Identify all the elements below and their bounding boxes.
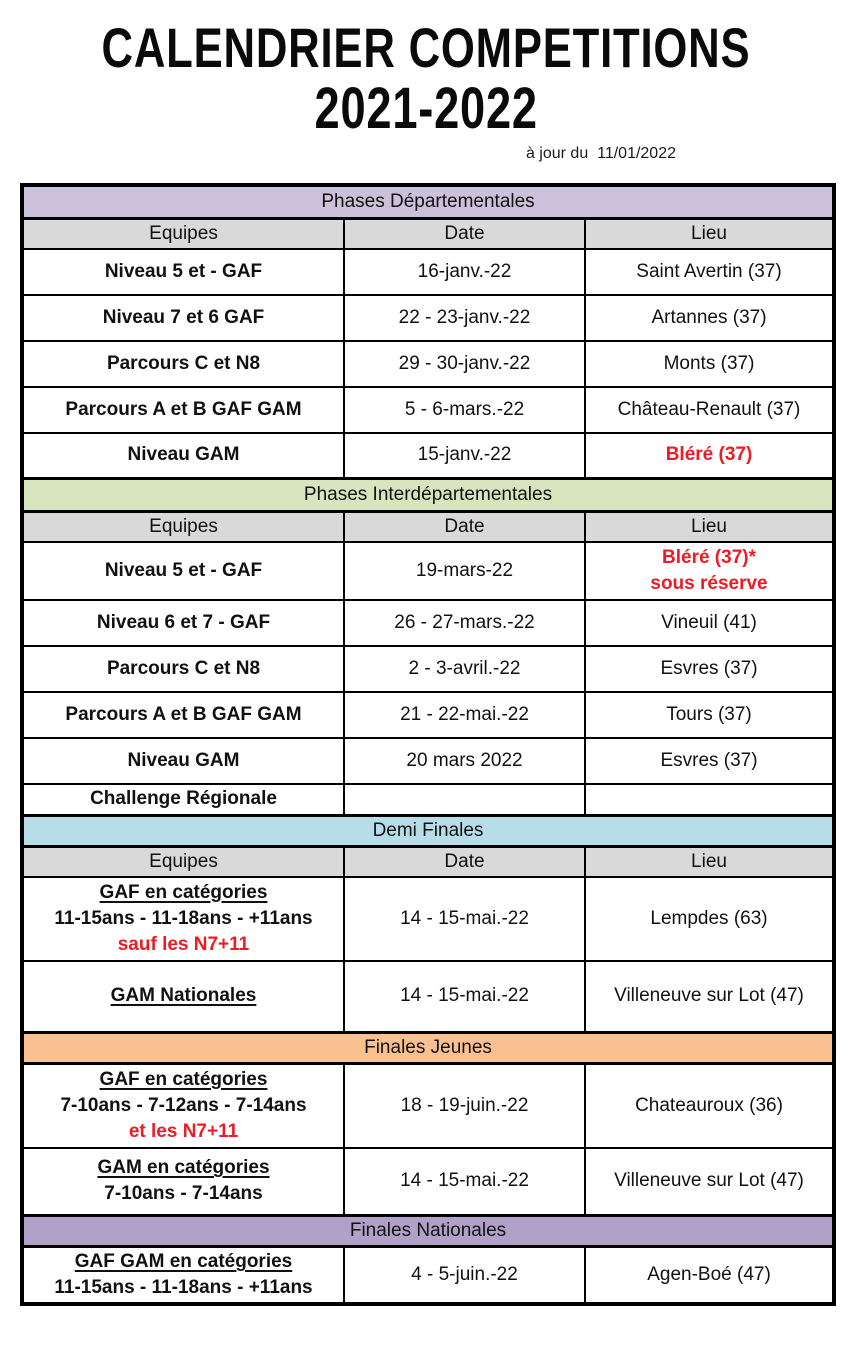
lieu-cell: Villeneuve sur Lot (47) <box>585 1148 834 1216</box>
column-header-date: Date <box>344 512 585 543</box>
lieu-cell: Château-Renault (37) <box>585 387 834 433</box>
lieu-cell: Lempdes (63) <box>585 877 834 961</box>
table-row <box>22 249 834 295</box>
table-row <box>22 1247 834 1305</box>
date-cell: 18 - 19-juin.-22 <box>344 1064 585 1148</box>
equipe-line-1: GAM Nationales <box>110 985 257 1007</box>
column-header-row <box>22 846 834 877</box>
table-row <box>22 961 834 1033</box>
lieu-cell: Villeneuve sur Lot (47) <box>585 961 834 1033</box>
lieu-cell: Chateauroux (36) <box>585 1064 834 1148</box>
column-header-lieu: Lieu <box>585 218 834 249</box>
column-header-date: Date <box>344 218 585 249</box>
table-row <box>22 738 834 784</box>
column-header-row <box>22 218 834 249</box>
table-row <box>22 387 834 433</box>
lieu-cell: Agen-Boé (47) <box>585 1247 834 1305</box>
lieu-cell <box>585 784 834 815</box>
lieu-cell-highlighted <box>585 542 834 600</box>
lieu-cell: Saint Avertin (37) <box>585 249 834 295</box>
equipe-cell: Challenge Régionale <box>22 784 344 815</box>
equipe-cell: Niveau GAM <box>22 738 344 784</box>
lieu-cell-highlighted: Bléré (37) <box>585 433 834 479</box>
lieu-cell: Esvres (37) <box>585 646 834 692</box>
equipe-cell <box>22 877 344 961</box>
table-row <box>22 600 834 646</box>
table-row <box>22 692 834 738</box>
date-cell: 14 - 15-mai.-22 <box>344 961 585 1033</box>
date-cell: 4 - 5-juin.-22 <box>344 1247 585 1305</box>
date-cell: 29 - 30-janv.-22 <box>344 341 585 387</box>
lieu-line-2: sous réserve <box>650 573 768 595</box>
lieu-cell: Artannes (37) <box>585 295 834 341</box>
equipe-cell <box>22 1148 344 1216</box>
section-header-phases-interdepartementales <box>22 479 834 512</box>
section-header-phases-departementales <box>22 185 834 218</box>
date-cell: 2 - 3-avril.-22 <box>344 646 585 692</box>
lieu-cell: Monts (37) <box>585 341 834 387</box>
equipe-cell: Parcours A et B GAF GAM <box>22 387 344 433</box>
updated-date: à jour du 11/01/2022 <box>525 145 676 163</box>
lieu-cell: Tours (37) <box>585 692 834 738</box>
section-title: Finales Nationales <box>22 1216 834 1247</box>
date-cell: 14 - 15-mai.-22 <box>344 1148 585 1216</box>
equipe-cell <box>22 1247 344 1305</box>
column-header-equipes: Equipes <box>22 218 344 249</box>
date-cell: 16-janv.-22 <box>344 249 585 295</box>
equipe-line-3: sauf les N7+11 <box>117 933 250 955</box>
table-row <box>22 433 834 479</box>
date-cell: 26 - 27-mars.-22 <box>344 600 585 646</box>
equipe-cell: Niveau GAM <box>22 433 344 479</box>
equipe-line-1: GAF GAM en catégories <box>74 1251 293 1273</box>
equipe-cell: Parcours A et B GAF GAM <box>22 692 344 738</box>
date-cell <box>344 784 585 815</box>
column-header-row <box>22 512 834 543</box>
table-row <box>22 542 834 600</box>
page-title <box>0 18 852 141</box>
title-line-1: CALENDRIER COMPETITIONS <box>101 16 751 79</box>
equipe-line-2: 7-10ans - 7-12ans - 7-14ans <box>60 1094 307 1116</box>
equipe-cell: Parcours C et N8 <box>22 341 344 387</box>
equipe-line-2: 11-15ans - 11-18ans - +11ans <box>54 1277 313 1299</box>
equipe-cell <box>22 1064 344 1148</box>
title-line-2: 2021-2022 <box>314 76 538 142</box>
date-cell: 22 - 23-janv.-22 <box>344 295 585 341</box>
equipe-line-2: 7-10ans - 7-14ans <box>104 1183 263 1205</box>
equipe-cell: Niveau 7 et 6 GAF <box>22 295 344 341</box>
table-row <box>22 1148 834 1216</box>
section-title: Phases Départementales <box>22 185 834 218</box>
table-row-challenge-regionale <box>22 784 834 815</box>
section-header-finales-nationales <box>22 1216 834 1247</box>
equipe-line-1: GAM en catégories <box>97 1157 270 1179</box>
table-row <box>22 295 834 341</box>
lieu-line-1: Bléré (37)* <box>662 547 756 569</box>
equipe-cell <box>22 961 344 1033</box>
date-cell: 14 - 15-mai.-22 <box>344 877 585 961</box>
section-header-demi-finales <box>22 815 834 846</box>
table-row <box>22 1064 834 1148</box>
table-row <box>22 341 834 387</box>
date-cell: 15-janv.-22 <box>344 433 585 479</box>
date-cell: 21 - 22-mai.-22 <box>344 692 585 738</box>
equipe-line-3: et les N7+11 <box>128 1120 239 1142</box>
section-title: Finales Jeunes <box>22 1033 834 1064</box>
date-cell: 19-mars-22 <box>344 542 585 600</box>
table-row <box>22 646 834 692</box>
equipe-cell: Niveau 5 et - GAF <box>22 542 344 600</box>
date-cell: 5 - 6-mars.-22 <box>344 387 585 433</box>
column-header-date: Date <box>344 846 585 877</box>
equipe-cell: Niveau 5 et - GAF <box>22 249 344 295</box>
section-title: Demi Finales <box>22 815 834 846</box>
column-header-lieu: Lieu <box>585 512 834 543</box>
column-header-lieu: Lieu <box>585 846 834 877</box>
equipe-cell: Niveau 6 et 7 - GAF <box>22 600 344 646</box>
section-header-finales-jeunes <box>22 1033 834 1064</box>
equipe-line-2: 11-15ans - 11-18ans - +11ans <box>54 907 313 929</box>
column-header-equipes: Equipes <box>22 512 344 543</box>
column-header-equipes: Equipes <box>22 846 344 877</box>
date-cell: 20 mars 2022 <box>344 738 585 784</box>
lieu-cell: Vineuil (41) <box>585 600 834 646</box>
competitions-calendar-table <box>20 183 836 1306</box>
equipe-line-1: GAF en catégories <box>99 881 268 903</box>
equipe-line-1: GAF en catégories <box>99 1068 268 1090</box>
section-title: Phases Interdépartementales <box>22 479 834 512</box>
lieu-cell: Esvres (37) <box>585 738 834 784</box>
table-row <box>22 877 834 961</box>
equipe-cell: Parcours C et N8 <box>22 646 344 692</box>
